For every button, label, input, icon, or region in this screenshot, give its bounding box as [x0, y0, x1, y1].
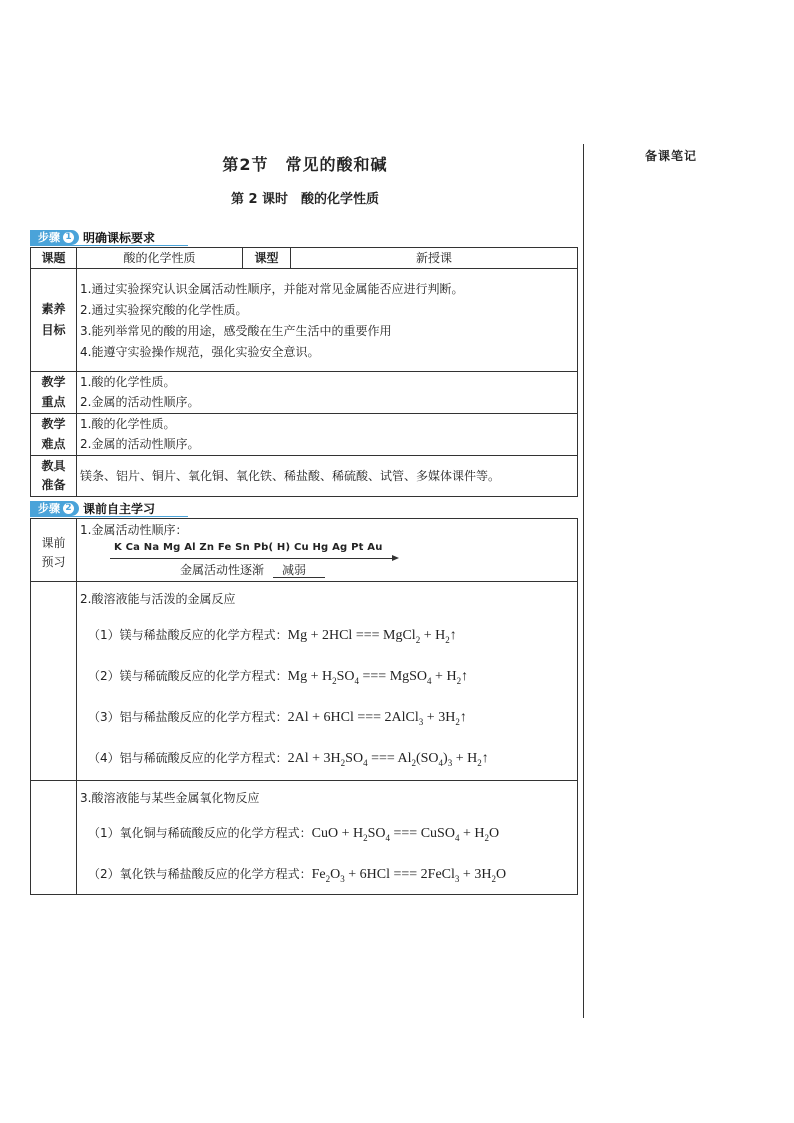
equation-label: （4）铝与稀硫酸反应的化学方程式：	[88, 751, 288, 765]
trend-text	[180, 561, 318, 578]
equation-formula: $Mg + H_2SO_4$ === MgSO$_4$ + $H_2↑$	[287, 669, 469, 686]
type-value: 新授课	[415, 251, 452, 265]
step-badge	[30, 501, 79, 516]
series-arrow-line	[110, 558, 394, 559]
item3-title: 3.酸溶液能与某些金属氧化物反应	[80, 791, 260, 805]
goal-item: 1.通过实验探究认识金属活动性顺序，并能对常见金属能否应进行判断。	[80, 282, 464, 296]
goal-item: 4.能遵守实验操作规范，强化实验安全意识。	[80, 345, 320, 359]
topic-value: 酸的化学性质	[123, 251, 196, 265]
trend-label: 金属活动性逐渐	[180, 563, 265, 577]
step-badge-text: 步骤	[38, 230, 60, 244]
equation-label: （2）氧化铁与稀盐酸反应的化学方程式：	[88, 867, 312, 881]
equation-row	[88, 666, 468, 691]
col-divider	[76, 247, 77, 497]
diff-point: 1.酸的化学性质。	[80, 417, 176, 431]
pre-label-1: 课前	[41, 536, 66, 550]
row-divider	[30, 268, 578, 269]
tools-label-2: 准备	[41, 478, 66, 492]
step-number: 2	[63, 503, 74, 514]
step-title: 课前自主学习	[83, 501, 156, 516]
topic-label: 课题	[41, 251, 66, 265]
arrow-right-icon	[392, 555, 399, 561]
trend-blank: 减弱	[282, 563, 307, 577]
row-divider	[30, 581, 578, 582]
goals-label-2: 目标	[41, 323, 66, 337]
equation-label: （1）氧化铜与稀硫酸反应的化学方程式：	[88, 826, 312, 840]
equation-label: （1）镁与稀盐酸反应的化学方程式：	[88, 628, 288, 642]
pre-label-2: 预习	[41, 555, 66, 569]
row-divider	[30, 780, 578, 781]
col-divider	[76, 518, 77, 895]
page-subtitle: 第 2 课时 酸的化学性质	[230, 192, 380, 207]
goal-item: 3.能列举常见的酸的用途，感受酸在生产生活中的重要作用	[80, 324, 392, 338]
key-label-1: 教学	[41, 375, 66, 389]
type-label: 课型	[254, 251, 279, 265]
equation-formula: Mg + 2HCl === MgCl$_2$ + $H_2↑$	[287, 628, 457, 645]
goals-label-1: 素养	[41, 302, 66, 316]
key-label-2: 重点	[41, 395, 66, 409]
diff-label-2: 难点	[41, 437, 66, 451]
diff-label-1: 教学	[41, 417, 66, 431]
item2-title: 2.酸溶液能与活泼的金属反应	[80, 592, 236, 606]
equation-label: （2）镁与稀硫酸反应的化学方程式：	[88, 669, 288, 683]
equation-row	[88, 823, 499, 848]
step-2-header	[30, 500, 155, 516]
metal-activity-series: K Ca Na Mg Al Zn Fe Sn Pb( H) Cu Hg Ag Pt Au	[114, 542, 383, 553]
notes-label: 备课笔记	[645, 149, 698, 163]
key-point: 2.金属的活动性顺序。	[80, 395, 200, 409]
equation-row	[88, 625, 457, 650]
step-1-header	[30, 229, 155, 245]
step-badge-text: 步骤	[38, 501, 60, 515]
step-number: 1	[63, 232, 74, 243]
step-title: 明确课标要求	[83, 230, 156, 245]
equation-row	[88, 707, 467, 732]
equation-formula: CuO + $H_2SO_4$ === CuSO$_4$ + $H_2O$	[311, 826, 500, 843]
step-badge	[30, 230, 79, 245]
equation-row	[88, 864, 506, 889]
tools-list: 镁条、铝片、铜片、氧化铜、氧化铁、稀盐酸、稀硫酸、试管、多媒体课件等。	[80, 469, 501, 483]
equation-row	[88, 748, 489, 773]
trend-underline	[273, 577, 325, 578]
equation-formula: 2Al + 6HCl === 2AlCl$_3$ + $3H_2↑$	[287, 710, 467, 727]
page-title: 第2节 常见的酸和碱	[222, 155, 388, 174]
row-divider	[30, 455, 578, 456]
equation-formula: $2Al + 3H_2SO_4$ === $Al_2(SO_4)_3$ + $H_2↑$	[287, 751, 489, 768]
step-1-underline	[30, 245, 188, 246]
goal-item: 2.通过实验探究酸的化学性质。	[80, 303, 248, 317]
equation-formula: $Fe_2O_3 + 6HCl$ === 2FeCl$_3$ + $3H_2O$	[311, 867, 507, 884]
step-2-underline	[30, 516, 188, 517]
item1-title: 1.金属活动性顺序：	[80, 523, 188, 537]
key-point: 1.酸的化学性质。	[80, 375, 176, 389]
notes-divider	[583, 144, 584, 1018]
diff-point: 2.金属的活动性顺序。	[80, 437, 200, 451]
tools-label-1: 教具	[41, 459, 66, 473]
equation-label: （3）铝与稀盐酸反应的化学方程式：	[88, 710, 288, 724]
